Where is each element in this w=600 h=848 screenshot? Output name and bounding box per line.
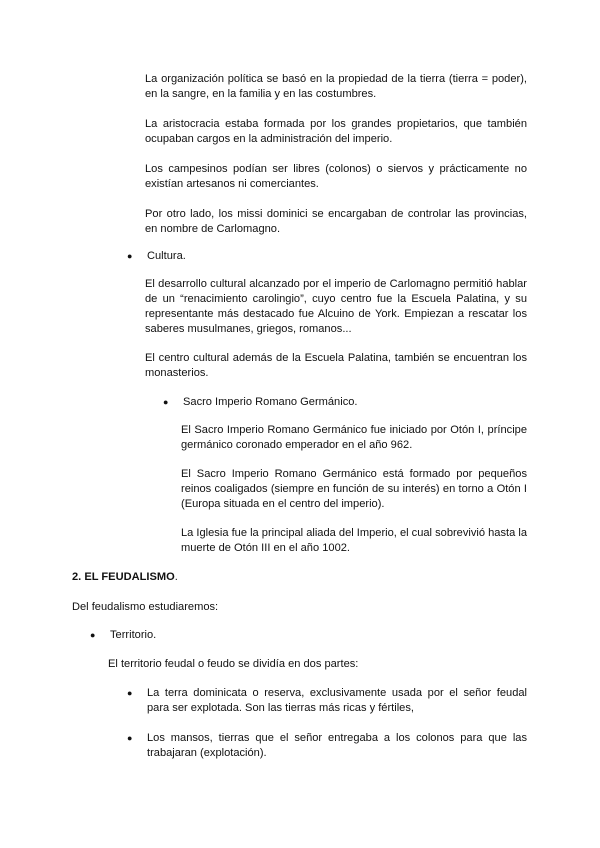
- bullet-icon: ●: [163, 397, 169, 407]
- paragraph-iglesia-aliada: La Iglesia fue la principal aliada del Imperio, el cual sobrevivió hasta la muerte de Otón III en el año 1002.: [181, 527, 527, 554]
- paragraph-territorio-feudal: El territorio feudal o feudo se dividía en dos partes:: [108, 658, 359, 670]
- bullet-label-cultura: Cultura.: [147, 250, 186, 262]
- bullet-text-terra-dominicata: La terra dominicata o reserva, exclusivamente usada por el señor feudal para ser explotada. Son las tierras más ricas y fértiles,: [147, 687, 527, 714]
- paragraph-aristocracia: La aristocracia estaba formada por los grandes propietarios, que también ocupaban cargos en la administración del imperio.: [145, 118, 527, 145]
- paragraph-renacimiento-carolingio: El desarrollo cultural alcanzado por el imperio de Carlomagno permitió hablar de un “renacimiento carolingio”, cuyo centro fue la Escuela Palatina, y su representante más destacado fue Alcuino de York. Empiezan a rescatar los saberes musulmanes, griegos, romanos...: [145, 278, 527, 335]
- paragraph-organizacion-politica: La organización política se basó en la propiedad de la tierra (tierra = poder), en la sangre, en la familia y en las costumbres.: [145, 73, 527, 100]
- bullet-icon: ●: [127, 733, 133, 743]
- paragraph-campesinos: Los campesinos podían ser libres (colonos) o siervos y prácticamente no existían artesanos ni comerciantes.: [145, 163, 527, 190]
- paragraph-oton-i: El Sacro Imperio Romano Germánico fue iniciado por Otón I, príncipe germánico coronado emperador en el año 962.: [181, 424, 527, 451]
- bullet-item-cultura: [127, 249, 186, 264]
- bullet-label-sacro-imperio: Sacro Imperio Romano Germánico.: [183, 396, 358, 408]
- section-heading-feudalismo: [72, 570, 178, 585]
- bullet-label-territorio: Territorio.: [110, 629, 157, 641]
- section-heading-period: .: [174, 571, 178, 583]
- bullet-item-territorio: [90, 628, 156, 643]
- section-heading-text: 2. EL FEUDALISMO: [72, 571, 175, 583]
- bullet-icon: ●: [127, 688, 133, 698]
- bullet-item-sacro-imperio: [163, 395, 358, 410]
- paragraph-intro-feudalismo: Del feudalismo estudiaremos:: [72, 601, 219, 613]
- bullet-item-terra-dominicata: [127, 686, 527, 716]
- bullet-icon: ●: [127, 251, 133, 261]
- bullet-icon: ●: [90, 630, 96, 640]
- paragraph-centro-cultural: El centro cultural además de la Escuela Palatina, también se encuentran los monasterios.: [145, 352, 527, 379]
- bullet-item-mansos: [127, 731, 527, 761]
- bullet-text-mansos: Los mansos, tierras que el señor entregaba a los colonos para que las trabajaran (explotación).: [147, 732, 527, 759]
- paragraph-reinos-coaligados: El Sacro Imperio Romano Germánico está formado por pequeños reinos coaligados (siempre en función de su interés) en torno a Otón I (Europa situada en el centro del imperio).: [181, 468, 527, 510]
- paragraph-missi-dominici: Por otro lado, los missi dominici se encargaban de controlar las provincias, en nombre de Carlomagno.: [145, 208, 527, 235]
